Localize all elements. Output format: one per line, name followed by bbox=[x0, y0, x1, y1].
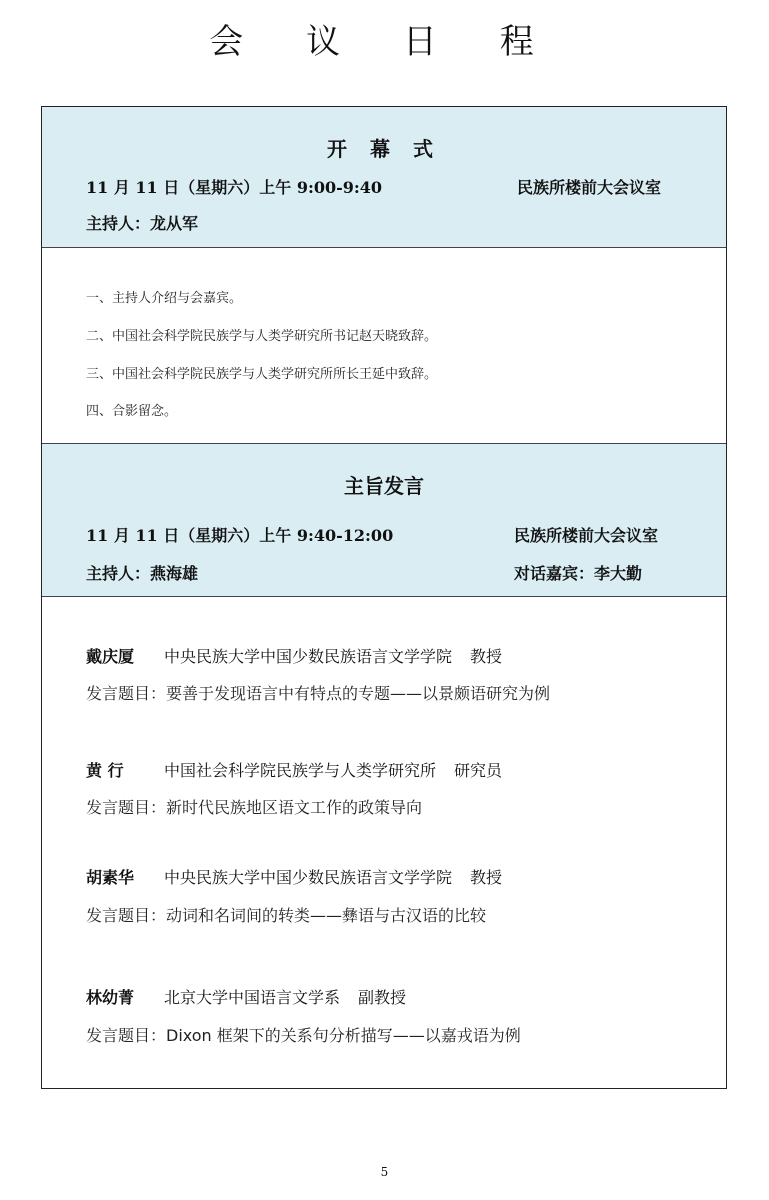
page-number: 5 bbox=[380, 1165, 389, 1179]
opening-item: 一、主持人介绍与会嘉宾。 bbox=[86, 291, 243, 306]
keynote-discussant: 对话嘉宾：李大勤 bbox=[514, 564, 643, 583]
speaker-topic: 发言题目：新时代民族地区语文工作的政策导向 bbox=[86, 798, 423, 817]
speaker-name: 林幼菁 bbox=[86, 988, 135, 1007]
speaker-name: 黄 行 bbox=[86, 761, 124, 780]
opening-item: 二、中国社会科学院民族学与人类学研究所书记赵天晓致辞。 bbox=[86, 329, 438, 344]
speaker-line bbox=[86, 758, 502, 781]
speaker-position: 研究员 bbox=[454, 761, 503, 780]
speaker-affiliation: 北京大学中国语言文学系 bbox=[164, 988, 341, 1007]
speaker-line bbox=[86, 865, 502, 888]
speaker-affiliation: 中央民族大学中国少数民族语言文学学院 bbox=[164, 647, 453, 666]
opening-header bbox=[42, 107, 726, 248]
keynote-title: 主旨发言 bbox=[344, 474, 424, 498]
page-title: 会 议 日 程 bbox=[209, 22, 560, 62]
speaker-line bbox=[86, 644, 502, 667]
opening-datetime: 11 月 11 日（星期六）上午 9:00-9:40 bbox=[86, 178, 383, 197]
opening-item: 四、合影留念。 bbox=[86, 404, 178, 419]
opening-item: 三、中国社会科学院民族学与人类学研究所所长王延中致辞。 bbox=[86, 367, 438, 382]
opening-title: 开 幕 式 bbox=[327, 137, 441, 161]
opening-host: 主持人：龙从军 bbox=[86, 214, 199, 233]
speaker-affiliation: 中国社会科学院民族学与人类学研究所 bbox=[164, 761, 437, 780]
speaker-name: 戴庆厦 bbox=[86, 647, 135, 666]
speaker-topic: 发言题目：要善于发现语言中有特点的专题——以景颇语研究为例 bbox=[86, 684, 551, 703]
speaker-topic: 发言题目：Dixon 框架下的关系句分析描写——以嘉戎语为例 bbox=[86, 1026, 521, 1045]
schedule-table bbox=[41, 106, 727, 1089]
opening-location: 民族所楼前大会议室 bbox=[517, 178, 662, 197]
speaker-position: 教授 bbox=[470, 868, 503, 887]
speaker-name: 胡素华 bbox=[86, 868, 135, 887]
keynote-datetime: 11 月 11 日（星期六）上午 9:40-12:00 bbox=[86, 526, 394, 545]
keynote-header bbox=[42, 443, 726, 597]
keynote-location: 民族所楼前大会议室 bbox=[514, 526, 659, 545]
keynote-host: 主持人：燕海雄 bbox=[86, 564, 199, 583]
speaker-affiliation: 中央民族大学中国少数民族语言文学学院 bbox=[164, 868, 453, 887]
speaker-line bbox=[86, 985, 406, 1008]
speaker-position: 副教授 bbox=[358, 988, 407, 1007]
speaker-topic: 发言题目：动词和名词间的转类——彝语与古汉语的比较 bbox=[86, 906, 487, 925]
speaker-position: 教授 bbox=[470, 647, 503, 666]
